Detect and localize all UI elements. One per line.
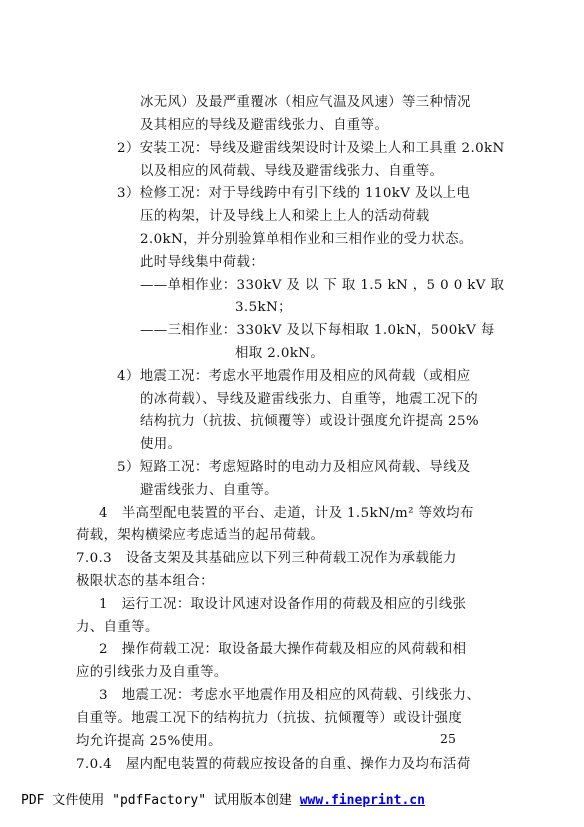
text-line: 及其相应的导线及避雷线张力、自重等。 bbox=[140, 118, 389, 133]
text-line: 的冰荷载）、导线及避雷线张力、自重等，地震工况下的 bbox=[140, 392, 479, 407]
text-line: 4）地震工况：考虑水平地震作用及相应的风荷载（或相应 bbox=[117, 369, 471, 384]
text-line: 1 运行工况：取设计风速对设备作用的荷载及相应的引线张 bbox=[99, 597, 467, 612]
text-line: 均允许提高 25%使用。 bbox=[76, 734, 222, 749]
text-line: 2 操作荷载工况：取设备最大操作荷载及相应的风荷载和相 bbox=[99, 642, 467, 657]
text-line: 以及相应的风荷载、导线及避雷线张力、自重等。 bbox=[140, 164, 444, 179]
text-line: 自重等。地震工况下的结构抗力（抗拔、抗倾覆等）或设计强度 bbox=[76, 711, 463, 726]
footer-link[interactable]: www.fineprint.cn bbox=[299, 793, 425, 808]
page-number: 25 bbox=[440, 731, 456, 746]
text-line: 力、自重等。 bbox=[76, 620, 159, 635]
text-line: ——单相作业：330kV 及 以 下 取 1.5 kN ，5 0 0 kV 取 bbox=[140, 278, 505, 293]
text-line: 极限状态的基本组合： bbox=[76, 574, 214, 589]
text-line: 应的引线张力及自重等。 bbox=[76, 665, 228, 680]
clause-heading-7-0-3: 7.0.3 设备支架及其基础应以下列三种荷载工况作为承载能力 bbox=[76, 551, 457, 566]
text-line: 3）检修工况：对于导线跨中有引下线的 110kV 及以上电 bbox=[117, 186, 471, 201]
text-line: 结构抗力（抗拔、抗倾覆等）或设计强度允许提高 25% bbox=[140, 414, 480, 429]
pdf-footer bbox=[21, 792, 425, 810]
footer-text: PDF 文件使用 "pdfFactory" 试用版本创建 bbox=[21, 793, 300, 808]
text-line: 此时导线集中荷载： bbox=[140, 255, 265, 270]
text-line: 压的构架，计及导线上人和梁上上人的活动荷载 bbox=[140, 209, 430, 224]
text-line: 4 半高型配电装置的平台、走道，计及 1.5kN/m² 等效均布 bbox=[99, 506, 474, 521]
text-line: 3 地震工况：考虑水平地震作用及相应的风荷载、引线张力、 bbox=[99, 688, 481, 703]
text-line: 3.5kN； bbox=[235, 300, 292, 315]
text-line: 避雷线张力、自重等。 bbox=[140, 483, 278, 498]
clause-heading-7-0-4: 7.0.4 屋内配电装置的荷载应按设备的自重、操作力及均布活荷 bbox=[76, 757, 471, 772]
text-line: 荷载，架构横梁应考虑适当的起吊荷载。 bbox=[76, 528, 325, 543]
text-line: ——三相作业：330kV 及以下每相取 1.0kN，500kV 每 bbox=[140, 323, 495, 338]
text-line: 相取 2.0kN。 bbox=[235, 346, 325, 361]
text-line: 冰无风）及最严重覆冰（相应气温及风速）等三种情况 bbox=[140, 95, 471, 110]
text-line: 5）短路工况：考虑短路时的电动力及相应风荷载、导线及 bbox=[117, 460, 471, 475]
text-line: 2.0kN，并分别验算单相作业和三相作业的受力状态。 bbox=[140, 232, 473, 247]
text-line: 使用。 bbox=[140, 437, 182, 452]
text-line: 2）安装工况：导线及避雷线架设时计及梁上人和工具重 2.0kN bbox=[117, 141, 505, 156]
